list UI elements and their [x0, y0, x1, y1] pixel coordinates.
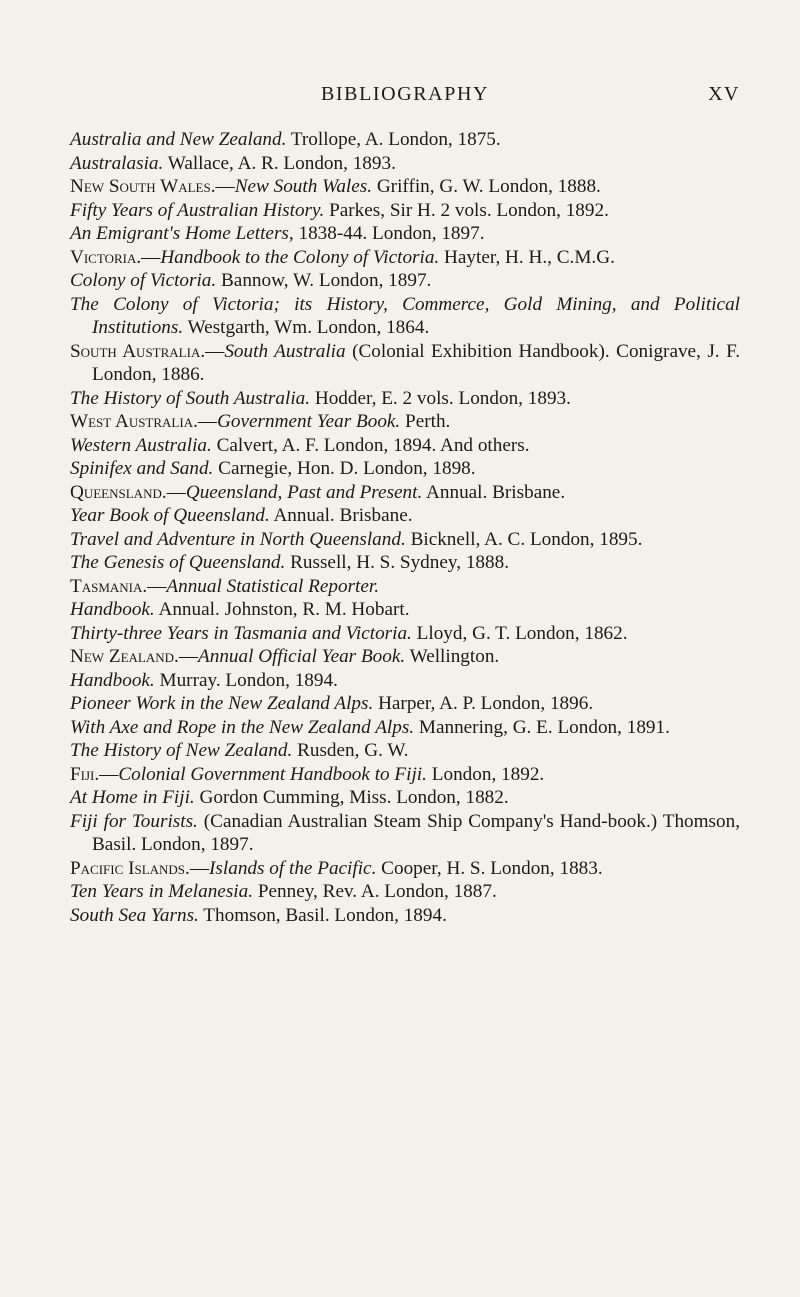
section-heading: Queensland.—	[70, 481, 186, 503]
entry-title: Fifty Years of Australian History.	[70, 199, 325, 221]
entry-title: South Sea Yarns.	[70, 904, 199, 926]
entry-details: Bicknell, A. C. London, 1895.	[410, 528, 643, 550]
entry-title: Year Book of Queensland.	[70, 505, 270, 526]
entry-title: Government Year Book.	[217, 411, 401, 432]
bibliography-entry	[70, 246, 740, 270]
bibliography-entry	[70, 622, 740, 646]
entry-details: Griffin, G. W. London, 1888.	[376, 176, 601, 197]
entry-title: Fiji for Tourists.	[70, 810, 198, 832]
entry-details: Cooper, H. S. London, 1883.	[381, 857, 603, 879]
entry-details: Harper, A. P. London, 1896.	[378, 693, 594, 714]
entry-title: Pioneer Work in the New Zealand Alps.	[70, 693, 374, 714]
bibliography-entry	[70, 763, 740, 787]
entry-details: Rusden, G. W.	[297, 740, 409, 761]
entry-title: Annual Statistical Reporter.	[166, 575, 380, 597]
entry-details: Annual. Brisbane.	[426, 481, 566, 503]
bibliography-entry	[70, 645, 740, 669]
entry-title: An Emigrant's Home Letters,	[70, 223, 294, 244]
entry-title: New South Wales.	[234, 176, 373, 197]
bibliography-entry	[70, 857, 740, 881]
entry-title: Australia and New Zealand.	[70, 129, 287, 150]
entry-title: At Home in Fiji.	[70, 787, 195, 808]
bibliography-entry	[70, 739, 740, 763]
entry-title: Handbook.	[70, 599, 155, 620]
entry-title: Handbook to the Colony of Victoria.	[160, 246, 440, 268]
bibliography-entry	[70, 152, 740, 176]
entry-details: Carnegie, Hon. D. London, 1898.	[218, 458, 476, 479]
entry-title: Australasia.	[70, 152, 164, 174]
bibliography-entry	[70, 669, 740, 693]
entry-title: Islands of the Pacific.	[209, 857, 377, 879]
section-heading: Fiji.—	[70, 763, 119, 785]
bibliography-entry	[70, 199, 740, 223]
bibliography-entry	[70, 269, 740, 293]
entry-details: Penney, Rev. A. London, 1887.	[257, 881, 497, 902]
entry-title: Thirty-three Years in Tasmania and Victoria.	[70, 622, 412, 644]
entry-details: Mannering, G. E. London, 1891.	[418, 716, 670, 738]
entry-title: The Genesis of Queensland.	[70, 552, 286, 573]
entry-details: (Canadian Australian Steam Ship Company's Hand-book.) Thomson, Basil. London, 1897.	[92, 810, 741, 855]
entry-title: With Axe and Rope in the New Zealand Alps.	[70, 716, 415, 738]
bibliography-entry	[70, 481, 740, 505]
bibliography-entry	[70, 692, 740, 716]
page-number: XV	[708, 83, 740, 105]
entry-title: The Colony of Victoria; its History, Commerce, Gold Mining, and Political Institutions.	[70, 293, 740, 338]
bibliography-entry	[70, 504, 740, 528]
entry-details: Hayter, H. H., C.M.G.	[444, 246, 615, 268]
bibliography-entry	[70, 716, 740, 740]
entry-details: Russell, H. S. Sydney, 1888.	[290, 552, 510, 573]
entry-details: London, 1892.	[431, 763, 545, 785]
entry-details: Calvert, A. F. London, 1894. And others.	[216, 434, 530, 456]
section-heading: New South Wales.—	[70, 176, 235, 197]
entry-title: Annual Official Year Book.	[198, 646, 406, 667]
bibliography-entry	[70, 457, 740, 481]
entry-details: Parkes, Sir H. 2 vols. London, 1892.	[329, 199, 609, 221]
entry-details: Bannow, W. London, 1897.	[221, 270, 432, 291]
bibliography-entry	[70, 528, 740, 552]
entry-details: Westgarth, Wm. London, 1864.	[187, 317, 430, 338]
bibliography-list	[70, 128, 740, 927]
entry-details: (Colonial Exhibition Handbook). Conigrave, J. F. London, 1886.	[92, 340, 741, 385]
entry-title: Handbook.	[70, 669, 155, 691]
entry-title: South Australia	[224, 340, 346, 362]
section-heading: Pacific Islands.—	[70, 857, 210, 879]
bibliography-entry	[70, 810, 740, 857]
bibliography-entry	[70, 575, 740, 599]
entry-details: Hodder, E. 2 vols. London, 1893.	[314, 387, 571, 409]
entry-details: Gordon Cumming, Miss. London, 1882.	[199, 787, 509, 808]
entry-details: Wallace, A. R. London, 1893.	[167, 152, 396, 174]
bibliography-entry	[70, 880, 740, 904]
page-header	[70, 83, 740, 113]
entry-details: Thomson, Basil. London, 1894.	[203, 904, 447, 926]
entry-title: The History of New Zealand.	[70, 740, 293, 761]
page-title: BIBLIOGRAPHY	[320, 83, 490, 105]
bibliography-entry	[70, 175, 740, 199]
entry-title: Western Australia.	[70, 434, 212, 456]
bibliography-entry	[70, 222, 740, 246]
entry-title: The History of South Australia.	[70, 387, 311, 409]
entry-title: Queensland, Past and Present.	[185, 481, 423, 503]
section-heading: New Zealand.—	[70, 646, 199, 667]
bibliography-entry	[70, 128, 740, 152]
entry-title: Colony of Victoria.	[70, 270, 217, 291]
bibliography-entry	[70, 410, 740, 434]
section-heading: Tasmania.—	[70, 575, 167, 597]
entry-title: Spinifex and Sand.	[70, 458, 214, 479]
entry-title: Travel and Adventure in North Queensland.	[70, 528, 406, 550]
section-heading: Victoria.—	[70, 246, 161, 268]
entry-title: Colonial Government Handbook to Fiji.	[118, 763, 427, 785]
bibliography-entry	[70, 340, 740, 387]
entry-details: Trollope, A. London, 1875.	[290, 129, 501, 150]
entry-details: Murray. London, 1894.	[159, 669, 338, 691]
entry-details: Lloyd, G. T. London, 1862.	[416, 622, 628, 644]
entry-details: Annual. Johnston, R. M. Hobart.	[158, 599, 410, 620]
bibliography-entry	[70, 387, 740, 411]
bibliography-entry	[70, 598, 740, 622]
bibliography-entry	[70, 293, 740, 340]
entry-details: Wellington.	[409, 646, 500, 667]
entry-details: Perth.	[405, 411, 451, 432]
entry-details: Annual. Brisbane.	[273, 505, 413, 526]
bibliography-entry	[70, 904, 740, 928]
bibliography-entry	[70, 434, 740, 458]
bibliography-entry	[70, 551, 740, 575]
bibliography-entry	[70, 786, 740, 810]
entry-details: 1838-44. London, 1897.	[298, 223, 485, 244]
section-heading: West Australia.—	[70, 411, 218, 432]
section-heading: South Australia.—	[70, 340, 225, 362]
entry-title: Ten Years in Melanesia.	[70, 881, 254, 902]
